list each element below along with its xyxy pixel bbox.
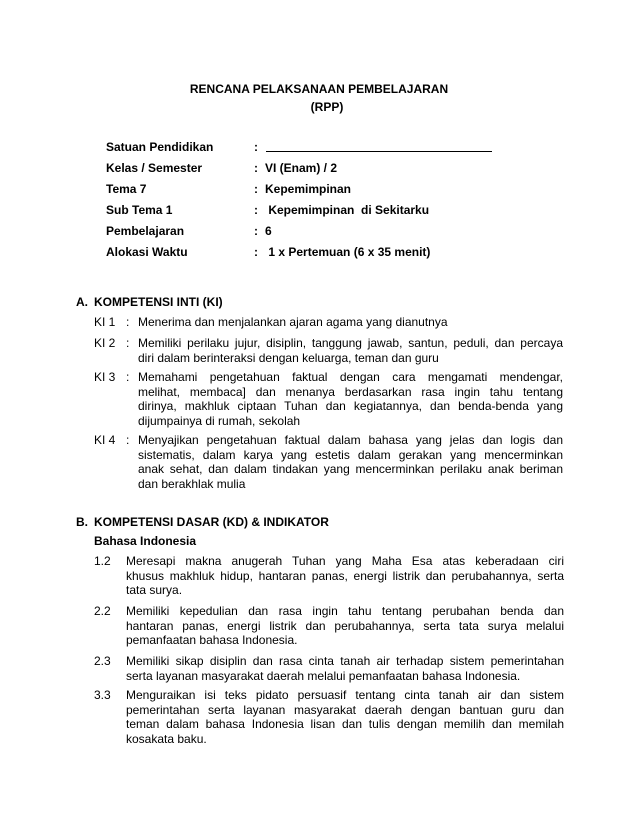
section-a-heading (76, 295, 223, 310)
kd-text (126, 688, 564, 746)
kd-line: Menguraikan isi teks pidato persuasif tentang cinta tanah air dan sistem (126, 688, 564, 702)
ki-text (138, 433, 563, 491)
identity-value: Kepemimpinan di Sekitarku (265, 203, 430, 217)
kd-text (126, 554, 564, 598)
identity-colon: : (254, 245, 258, 259)
ki-line: melihat, membaca] dan menanya berdasarkan rasa ingin tahu tentang (138, 384, 563, 399)
kd-line: Memiliki kepedulian dan rasa ingin tahu tentang perubahan benda dan (126, 604, 564, 618)
section-a-title: KOMPETENSI INTI (KI) (94, 295, 223, 309)
kd-line: teman dalam bahasa Indonesia lisan dan tulis dengan memilih dan memilah (126, 717, 564, 731)
identity-row-satuan (106, 140, 526, 161)
identity-value: 1 x Pertemuan (6 x 35 menit) (265, 245, 431, 259)
identity-label: Satuan Pendidikan (106, 140, 214, 154)
ki-line: Memahami pengetahuan faktual dengan cara mengamati mendengar, (138, 370, 563, 384)
kd-number: 2.3 (94, 654, 111, 668)
document-title-text: RENCANA PELAKSANAAN PEMBELAJARAN (189, 82, 449, 96)
identity-row-tema (106, 182, 526, 203)
ki-line: dirinya, makhluk ciptaan Tuhan dan kegiatannya, dan benda-benda yang (138, 399, 563, 413)
ki-colon: : (126, 433, 130, 447)
identity-value: 6 (265, 224, 272, 238)
kd-line: Memiliki sikap disiplin dan rasa cinta tanah air terhadap sistem pemerintahan (126, 654, 564, 668)
kd-line: hantaran panas, energi listrik dan perubahannya, serta tata surya melalui (126, 618, 564, 633)
kd-number: 2.2 (94, 604, 111, 618)
ki-colon: : (126, 336, 130, 350)
identity-colon: : (254, 140, 258, 154)
kd-number: 1.2 (94, 554, 111, 568)
ki-line: Menerima dan menjalankan ajaran agama yang dianutnya (138, 315, 448, 329)
ki-code: KI 1 (94, 315, 116, 329)
kd-line: khusus makhluk hidup, hantaran panas, energi listrik dan perubahannya, serta (126, 568, 564, 583)
section-b-title: KOMPETENSI DASAR (KD) & INDIKATOR (94, 515, 329, 529)
ki-code: KI 4 (94, 433, 116, 447)
identity-colon: : (254, 182, 258, 196)
identity-row-pembelajaran (106, 224, 526, 245)
kd-line: pemerintahan serta layanan masyarakat daerah dengan bantuan guru dan (126, 702, 564, 717)
kd-line: tata surya. (126, 583, 183, 597)
kd-line: serta layanan masyarakat daerah melalui pemanfaatan bahasa Indonesia. (126, 668, 521, 683)
document-subtitle-text: (RPP) (310, 100, 344, 114)
ki-code: KI 3 (94, 370, 116, 384)
ki-text (138, 315, 563, 330)
section-b-heading (76, 515, 329, 530)
identity-table (106, 140, 526, 266)
ki-text (138, 370, 563, 428)
identity-label: Kelas / Semester (106, 161, 203, 175)
ki-line: sistematis, dalam karya yang estetis dalam gerakan yang mencerminkan (138, 447, 563, 462)
section-a-letter: A. (76, 295, 88, 309)
document-subtitle (0, 100, 638, 115)
ki-text (138, 336, 563, 365)
ki-line: Memiliki perilaku jujur, disiplin, tanggung jawab, santun, peduli, dan percaya (138, 336, 563, 350)
ki-colon: : (126, 315, 130, 329)
identity-blank-line (266, 151, 492, 152)
identity-row-subtema (106, 203, 526, 224)
kd-number: 3.3 (94, 688, 111, 702)
identity-row-alokasi (106, 245, 526, 266)
ki-code: KI 2 (94, 336, 116, 350)
identity-colon: : (254, 203, 258, 217)
kd-line: pemanfaatan bahasa Indonesia. (126, 633, 298, 647)
identity-row-kelas (106, 161, 526, 182)
identity-colon: : (254, 224, 258, 238)
kd-text (126, 654, 564, 683)
document-title (0, 82, 638, 97)
identity-label: Pembelajaran (106, 224, 185, 238)
identity-value: VI (Enam) / 2 (265, 161, 338, 175)
identity-label: Sub Tema 1 (106, 203, 173, 217)
identity-value: Kepemimpinan (265, 182, 352, 196)
ki-line: dijumpainya di rumah, sekolah (138, 413, 301, 428)
identity-label: Alokasi Waktu (106, 245, 188, 259)
ki-line: diri dalam berinteraksi dengan keluarga, teman dan guru (138, 350, 439, 365)
kd-line: Meresapi makna anugerah Tuhan yang Maha Esa atas keberadaan ciri (126, 554, 564, 568)
ki-line: anak sehat, dan dalam tindakan yang mencerminkan perilaku anak beriman (138, 462, 563, 476)
kd-line: kosakata baku. (126, 731, 207, 746)
ki-line: Menyajikan pengetahuan faktual dalam bahasa yang jelas dan logis dan (138, 433, 563, 447)
ki-line: dan berakhlak mulia (138, 476, 246, 491)
section-b-letter: B. (76, 515, 88, 529)
kd-text (126, 604, 564, 648)
identity-colon: : (254, 161, 258, 175)
subject-heading: Bahasa Indonesia (94, 534, 197, 548)
identity-label: Tema 7 (106, 182, 147, 196)
ki-colon: : (126, 370, 130, 384)
